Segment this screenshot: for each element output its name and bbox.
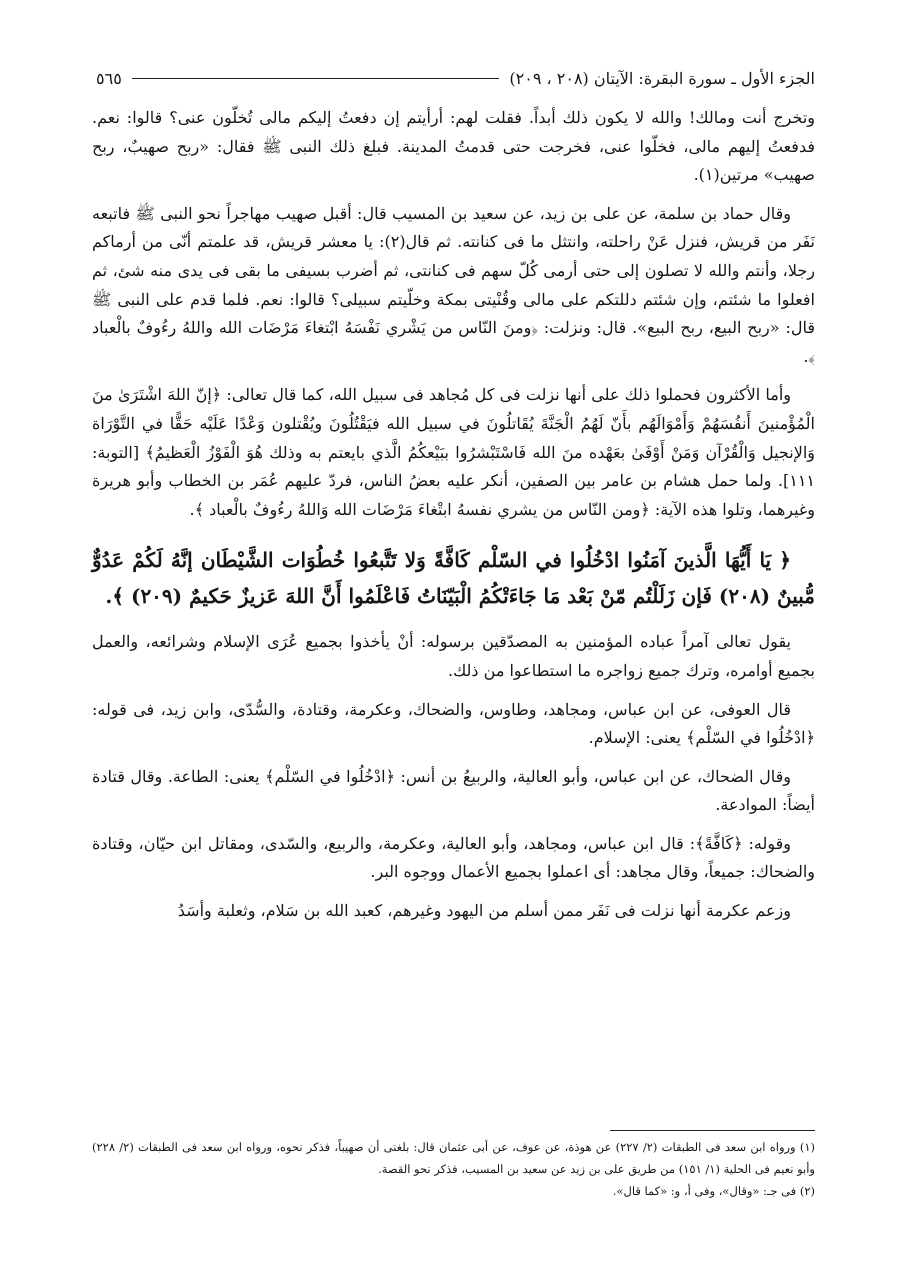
header-title: الجزء الأول ـ سورة البقرة: الآيتان (٢٠٨ ، ٢٠٩) [509, 68, 815, 88]
paragraph: قال العوفى، عن ابن عباس، ومجاهد، وطاوس، والضحاك، وعكرمة، وقتادة، والسُّدّى، وابن زيد، فى قوله: ﴿ادْخُلُوا في السّلْم﴾ يعنى: الإسلام. [92, 699, 815, 748]
paragraph: وأما الأكثرون فحملوا ذلك على أنها نزلت فى كل مُجاهد فى سبيل الله، كما قال تعالى: ﴿إنّ اللهَ اشْتَرَىٰ منَ الْمُؤْمنينَ أَنفُسَهُمْ وَأَمْوَالَهُم بأَنّ لَهُمُ الْجَنَّةَ يُقَاتلُونَ في سبيل الله فيَقْتُلُونَ ويُقْتلون وَعْدًا عَلَيْه حَقًّا في التَّوْرَاة وَالإنجيل وَالْقُرْآن وَمَنْ أَوْفَىٰ بعَهْده منَ الله فَاسْتَبْشرُوا ببَيْعكُمُ الَّذي بايعتم به وذلك هُوَ الْفَوْزُ الْعَظيمُ﴾ [التوبة: ١١١]. ولما حمل هشام بن عامر بين الصفين، أنكر عليه بعضُ الناس، فردّ عليهم عُمَر بن الخطاب وأبو هريرة وغيرهما، وتلوا هذه الآية: ﴿ومن النّاس من يشري نفسهُ ابتْغاءَ مَرْضَات الله وَاللهُ رءُوفٌ بالْعباد ﴾. [92, 385, 815, 519]
quran-verse: ﴿ يَا أَيُّهَا الَّذينَ آمَنُوا ادْخُلُوا في السّلْم كَافَّةً وَلا تَتَّبعُوا خُطُوَات الشَّيْطَان إنَّهُ لَكُمْ عَدُوٌّ مُّبينٌ (٢٠٨) فَإن زَلَلْتُم مّنْ بَعْد مَا جَاءَتْكُمُ الْبَيّنَاتُ فَاعْلَمُوا أَنَّ اللهَ عَزيزٌ حَكيمٌ (٢٠٩) ﴾. [92, 548, 815, 609]
paragraph: وتخرج أنت ومالك! والله لا يكون ذلك أبداً. فقلت لهم: أرأيتم إن دفعتُ إليكم مالى تُخلّون عنى؟ قالوا: نعم. فدفعتُ إليهم مالى، فخلّوا عنى، فخرجت حتى قدمتُ المدينة. فبلغ ذلك النبى ﷺ فقال: «ربح صهيبٌ، ربح صهيب» مرتين(١). [92, 108, 815, 185]
paragraph: وقوله: ﴿كَافَّةً﴾: قال ابن عباس، ومجاهد، وأبو العالية، وعكرمة، والربيع، والسّدى، ومقاتل ابن حيّان، وقتادة والضحاك: جميعاً، وقال مجاهد: أى اعملوا بجميع الأعمال ووجوه البر. [92, 833, 815, 882]
footnote: (٢) فى جـ: «وقال»، وفى أ، و: «كما قال». [612, 1184, 815, 1198]
main-text [92, 104, 815, 936]
paragraph: وزعم عكرمة أنها نزلت فى نَفَر ممن أسلم من اليهود وغيرهم، كعبد الله بن سَلام، وثعلبة وأسَدُ [177, 901, 791, 921]
page-number: ٥٦٥ [96, 68, 122, 88]
paragraph: وقال الضحاك، عن ابن عباس، وأبو العالية، والربيعُ بن أنس: ﴿ادْخُلُوا في السّلْم﴾ يعنى: الطاعة. وقال قتادة أيضاً: الموادعة. [92, 766, 815, 815]
paragraph: يقول تعالى آمراً عباده المؤمنين به المصدّقين برسوله: أنْ يأخذوا بجميع عُرَى الإسلام وشرائعه، والعمل بجميع أوامره، وترك جميع زواجره ما استطاعوا من ذلك. [92, 632, 815, 680]
footnote: (١) ورواه ابن سعد فى الطبقات (٢/ ٢٢٧) عن هوذة، عن عوف، عن أبى عثمان قال: بلغنى أن صهيباً، فذكر نحوه، ورواه ابن سعد فى الطبقات (٢/ ٢٢٨) وأبو نعيم فى الحلية (١/ ١٥١) من طريق على بن زيد عن سعيد بن المسيب، فذكر نحو القصة. [92, 1140, 815, 1176]
running-header [96, 66, 815, 90]
header-rule [132, 78, 500, 79]
footnote-separator [610, 1130, 815, 1131]
footnotes [92, 1136, 815, 1202]
paragraph: وقال حماد بن سلمة، عن على بن زيد، عن سعيد بن المسيب قال: أقبل صهيب مهاجراً نحو النبى ﷺ فاتبعه نَفَر من قريش، فنزل عَنْ راحلته، وانتثل ما فى كنانته. ثم قال(٢): يا معشر قريش، قد علمتم أنّى من أرماكم رجلا، وأنتم والله لا تصلون إلى حتى أرمى كُلّ سهم فى كنانتى، ثم أضرب بسيفى ما بقى فى يدى منه شئ، ثم افعلوا ما شئتم، وإن شئتم دللتكم على مالى وقُنْيتى بمكة وخلّيتم سبيلى؟ قالوا: نعم. فلما قدم على النبى ﷺ قال: «ربح البيع، ربح البيع». قال: ونزلت: ﴿ومنَ النّاس من يَشْري نَفْسَهُ ابْتغاءَ مَرْضَات الله واللهُ رءُوفٌ بالْعباد ﴾. [92, 203, 816, 366]
